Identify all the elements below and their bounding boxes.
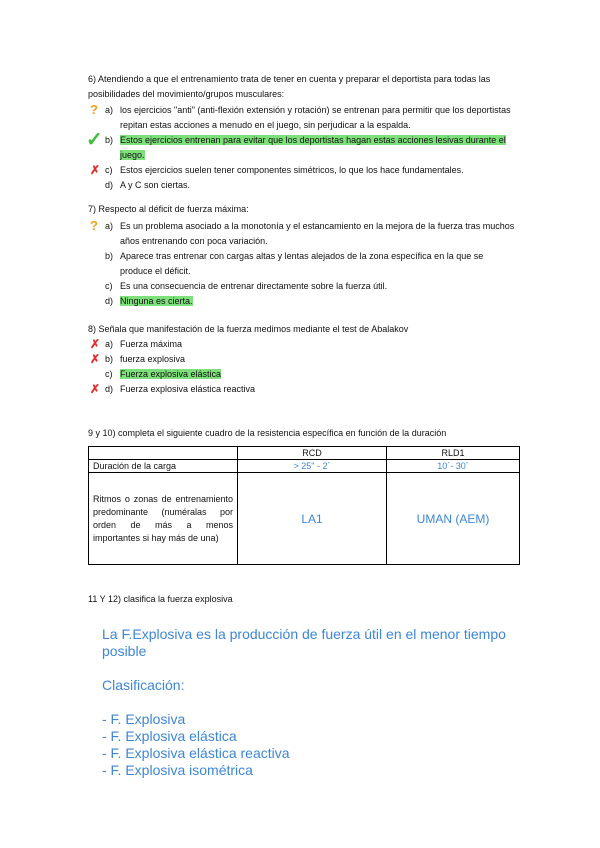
checkmark-icon: ✓ <box>86 129 103 151</box>
option-7a: ? a) Es un problema asociado a la monotonía y el estancamiento en la mejora de la fuerza tras muchos años entrenando con poca variación. <box>90 218 515 246</box>
table-cell: > 25" - 2´ <box>238 460 387 473</box>
table-row <box>89 460 520 473</box>
table-row <box>89 473 520 565</box>
list-item: - F. Explosiva elástica reactiva <box>102 745 290 761</box>
question-mark-icon: ? <box>90 218 98 233</box>
question-number: 7) <box>88 204 97 214</box>
list-item: - F. Explosiva elástica <box>102 728 237 744</box>
question-8 <box>88 322 518 397</box>
table-header-cell: RLD1 <box>387 447 520 460</box>
cross-icon: ✗ <box>90 352 101 366</box>
table-cell: LA1 <box>238 473 387 565</box>
question-number: 8) <box>88 324 97 334</box>
option-6d: d) A y C son ciertas. <box>105 180 191 190</box>
option-8b: ✗ b) fuerza explosiva <box>90 352 186 366</box>
question-text: Respecto al déficit de fuerza máxima: <box>98 204 249 214</box>
table-header-row <box>89 447 520 460</box>
option-6c: ✗ c) Estos ejercicios suelen tener componentes simétricos, lo que los hace fundamentales. <box>90 163 464 177</box>
answer-definition: La F.Explosiva es la producción de fuerza útil en el menor tiempo posible <box>102 626 506 659</box>
classification-list <box>102 711 522 779</box>
cross-icon: ✗ <box>90 382 101 396</box>
cross-icon: ✗ <box>90 163 101 177</box>
question-text: Atendiendo a que el entrenamiento trata de tener en cuenta y preparar el deportista para todas las posibilidades del movimiento/grupos musculares: <box>88 74 491 99</box>
question-number: 6) <box>88 74 97 84</box>
option-8c: c) Fuerza explosiva elástica <box>105 369 222 379</box>
list-item: - F. Explosiva <box>102 711 186 727</box>
table-cell: UMAN (AEM) <box>387 473 520 565</box>
answer-block <box>102 626 522 779</box>
question-6-stem <box>88 72 518 102</box>
question-text: Señala que manifestación de la fuerza medimos mediante el test de Abalakov <box>98 324 409 334</box>
question-9-10-text: 9 y 10) completa el siguiente cuadro de la resistencia específica en función de la duración <box>88 428 447 438</box>
table-header-cell: RCD <box>238 447 387 460</box>
question-7 <box>88 202 518 309</box>
question-7-stem <box>88 202 518 217</box>
option-7c: c) Es una consecuencia de entrenar directamente sobre la fuerza útil. <box>105 281 388 291</box>
table-cell: 10´- 30´ <box>387 460 520 473</box>
list-item: - F. Explosiva isométrica <box>102 762 253 778</box>
table-cell: Ritmos o zonas de entrenamiento predominante (numéralas por orden de más a menos importantes si hay más de una) <box>89 473 238 565</box>
classification-title: Clasificación: <box>102 677 185 693</box>
question-11-12-text: 11 Y 12) clasifica la fuerza explosiva <box>88 594 233 604</box>
option-6a: ? a) los ejercicios "anti" (anti-flexión extensión y rotación) se entrenan para permitir que los deportistas repitan estas acciones a menudo en el juego, sin perjudicar a la espalda. <box>90 102 511 130</box>
question-8-stem <box>88 322 518 337</box>
table-header-cell <box>89 447 238 460</box>
resistance-table <box>88 446 520 565</box>
cross-icon: ✗ <box>90 337 101 351</box>
option-8d: ✗ d) Fuerza explosiva elástica reactiva <box>90 382 256 396</box>
table-cell: Duración de la carga <box>89 460 238 473</box>
question-mark-icon: ? <box>90 102 98 117</box>
option-8a: ✗ a) Fuerza máxima <box>90 337 183 351</box>
question-6 <box>88 72 518 193</box>
option-6b: ✓ b) Estos ejercicios entrenan para evitar que los deportistas hagan estas acciones lesivas durante el juego. <box>86 129 506 160</box>
option-7d: d) Ninguna es cierta. <box>105 296 193 306</box>
option-7b: b) Aparece tras entrenar con cargas altas y lentas alejados de la zona específica en la que se produce el déficit. <box>105 251 484 276</box>
